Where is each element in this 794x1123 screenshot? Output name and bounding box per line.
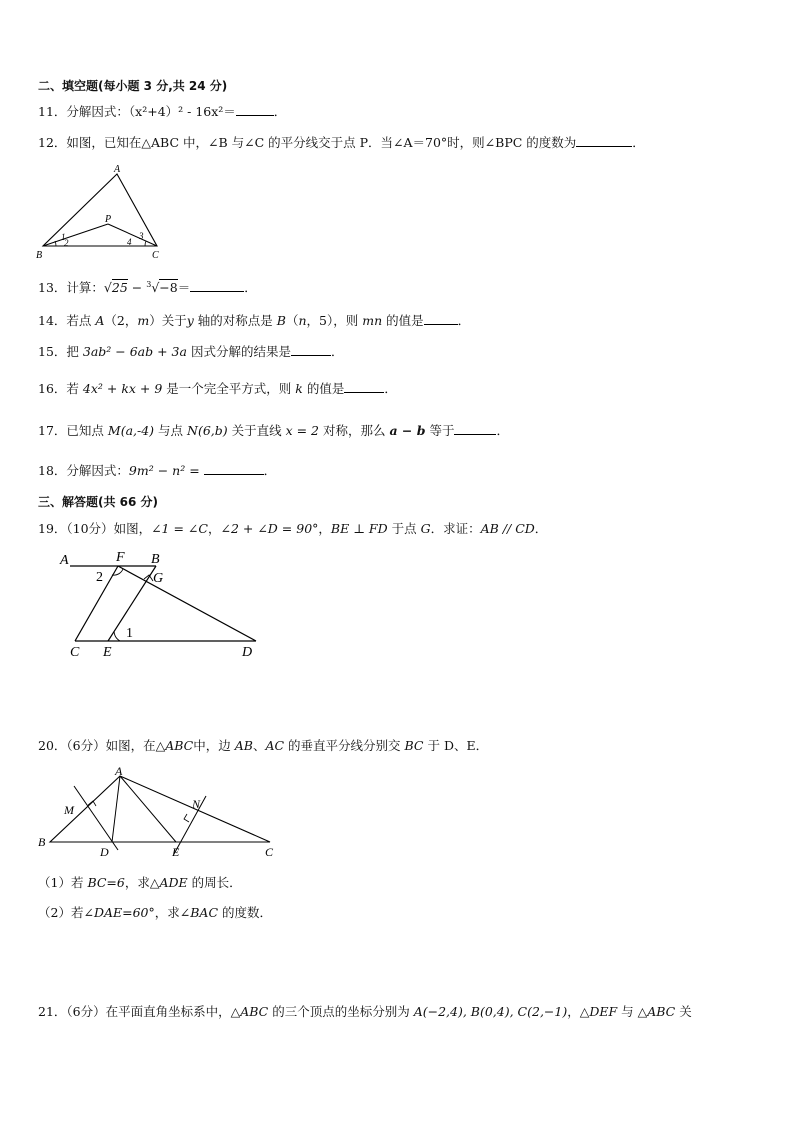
question-text: 分解因式：（x²+4）² - 16x²＝ [66, 104, 236, 119]
question-number: 13． [38, 280, 67, 296]
text: 于点 [387, 521, 421, 536]
triangle-ade: △ADE [149, 875, 188, 890]
triangle-abc: △ABC [637, 1004, 676, 1019]
label-N: N [192, 797, 201, 811]
var-n: n [298, 313, 307, 328]
question-number: 12． [38, 135, 67, 150]
expression-a-minus-b: a − b [389, 423, 426, 438]
question-20-part-2 [38, 905, 272, 921]
point-M: M(a,-4) [107, 423, 155, 438]
point-N: N(6,b) [187, 423, 228, 438]
question-14 [38, 313, 470, 329]
segment-AC: AC [265, 738, 285, 753]
question-13 [38, 277, 257, 296]
label-B: B [151, 552, 160, 567]
segment-BC: BC [404, 738, 424, 753]
equals-sign: ＝ [177, 280, 191, 296]
question-20 [38, 738, 488, 754]
question-number: 20． [38, 738, 67, 753]
question-18 [38, 463, 276, 479]
triangle-def: △DEF [579, 1004, 618, 1019]
score: （10分） [66, 521, 114, 536]
segment-AB: AB [234, 738, 253, 753]
subquestion-number: （1） [38, 875, 71, 890]
period: ． [496, 423, 509, 438]
text: ，求 [124, 875, 150, 890]
question-number: 16． [38, 381, 67, 396]
question-12 [38, 135, 645, 151]
question-number: 19． [38, 521, 67, 536]
text: 的周长． [187, 875, 242, 890]
condition-3: BE ⊥ FD [330, 521, 388, 536]
label-B: B [36, 250, 43, 261]
point-G: G [420, 521, 431, 536]
line-equation: x = 2 [285, 423, 320, 438]
label-C: C [265, 845, 274, 859]
text: 是一个完全平方式，则 [162, 381, 296, 396]
question-17 [38, 423, 509, 439]
expression: 3ab² − 6ab + 3a [82, 344, 187, 359]
text: ．求证： [430, 521, 481, 536]
period: ． [384, 381, 397, 396]
question-number: 21． [38, 1004, 67, 1019]
point-D: D [443, 738, 454, 753]
subquestion-number: （2） [38, 905, 71, 920]
text: 关于直线 [227, 423, 286, 438]
question-16 [38, 381, 397, 397]
text: 的值是 [382, 313, 424, 328]
question-text: 计算： [66, 280, 104, 296]
text: 等于 [425, 423, 455, 438]
cube-root-index: 3 [146, 280, 152, 289]
question-number: 14． [38, 313, 67, 328]
section-answer-title: 三、解答题(共 66 分) [38, 495, 159, 509]
text: ，5），则 [306, 313, 363, 328]
text: 中，边 [193, 738, 235, 753]
answer-blank [291, 344, 331, 356]
question-11 [38, 104, 286, 120]
text: 关 [675, 1004, 692, 1019]
answer-blank [344, 381, 384, 393]
text: 已知点 [66, 423, 108, 438]
expression: 9m² − n² = [128, 463, 200, 478]
text: ， [318, 521, 331, 536]
label-A: A [60, 553, 69, 568]
question-19 [38, 521, 547, 537]
triangle-abc: △ABC [230, 1004, 269, 1019]
question-15 [38, 344, 343, 360]
question-number: 11． [38, 104, 67, 119]
label-F: F [116, 550, 125, 565]
condition: BC=6 [87, 875, 125, 890]
text: ，求 [154, 905, 180, 920]
text: 如图，在 [105, 738, 156, 753]
text: ， [567, 1004, 580, 1019]
text: 分解因式： [66, 463, 129, 478]
answer-blank [454, 423, 496, 435]
text: ， [207, 521, 221, 536]
text: 若 [70, 905, 84, 920]
radicand-1: 25 [111, 280, 128, 296]
answer-blank [576, 135, 632, 147]
label-E: E [172, 845, 180, 859]
text: 的三个顶点的坐标分别为 [268, 1004, 414, 1019]
text: 如图， [113, 521, 152, 536]
question-21 [38, 1004, 692, 1020]
text: 因式分解的结果是 [186, 344, 291, 359]
text: 若 [66, 381, 83, 396]
var-y: y [186, 313, 194, 328]
label-A: A [115, 764, 123, 778]
answer-blank [204, 463, 264, 475]
label-B: B [38, 835, 46, 849]
question-number: 18． [38, 463, 67, 478]
condition: ∠DAE=60° [83, 905, 155, 920]
text: 对称，那么 [319, 423, 390, 438]
var-m: m [137, 313, 150, 328]
answer-blank [236, 104, 274, 116]
text: 的度数． [218, 905, 273, 920]
var-mn: mn [362, 313, 383, 328]
text: 的值是 [302, 381, 345, 396]
triangle-abc: △ABC [155, 738, 194, 753]
label-C: C [152, 250, 159, 261]
label-A: A [114, 164, 121, 175]
minus-sign: − [127, 280, 147, 296]
point-E: E [466, 738, 476, 753]
root-symbol: √ [151, 280, 160, 296]
score: （6分） [66, 1004, 106, 1019]
answer-blank [190, 280, 244, 292]
text: 若 [70, 875, 88, 890]
text: 在平面直角坐标系中， [105, 1004, 231, 1019]
label-angle-1: 1 [126, 626, 133, 641]
score: （6分） [66, 738, 106, 753]
period: ． [632, 135, 645, 150]
answer-blank [424, 313, 458, 325]
label-G: G [153, 571, 164, 586]
text: 、 [252, 738, 266, 753]
label-E: E [103, 645, 112, 660]
text: （2， [104, 313, 138, 328]
label-D: D [242, 645, 253, 660]
text: 轴的对称点是 [193, 313, 277, 328]
period: ． [273, 104, 287, 119]
text: 于 [423, 738, 444, 753]
label-angle-2: 2 [96, 570, 103, 585]
radicand-2: −8 [159, 280, 178, 296]
period: ． [534, 521, 548, 536]
condition-1: ∠1 = ∠C [151, 521, 208, 536]
period: ． [457, 313, 471, 328]
angle-bac: ∠BAC [179, 905, 219, 920]
question-20-part-1 [38, 875, 242, 891]
text: ）关于 [149, 313, 187, 328]
label-C: C [70, 645, 80, 660]
vertex-coordinates: A(−2,4), B(0,4), C(2,−1) [413, 1004, 568, 1019]
var-k: k [295, 381, 303, 396]
label-angle-3: 3 [139, 231, 144, 241]
section-fill-title: 二、填空题(每小题 3 分,共 24 分) [38, 79, 228, 93]
text: 的垂直平分线分别交 [284, 738, 405, 753]
figure-parallel-lines [56, 545, 266, 660]
question-number: 15． [38, 344, 67, 359]
text: 若点 [66, 313, 96, 328]
sqrt-symbol: √ [103, 280, 112, 296]
text: 、 [453, 738, 467, 753]
figure-perpendicular-bisectors [36, 764, 281, 862]
period: ． [244, 280, 257, 296]
label-angle-1: 1 [61, 232, 66, 242]
text: （ [285, 313, 299, 328]
figure-triangle-abc-p [34, 160, 164, 262]
period: ． [330, 344, 344, 359]
label-P: P [105, 214, 112, 225]
goal-statement: AB // CD [480, 521, 535, 536]
var-A: A [95, 313, 105, 328]
label-D: D [100, 845, 109, 859]
period: ． [263, 463, 277, 478]
condition-2: ∠2 + ∠D = 90° [220, 521, 319, 536]
question-text: 如图，已知在△ABC 中，∠B 与∠C 的平分线交于点 P．当∠A＝70°时，则∠BPC 的度数为 [66, 135, 577, 150]
var-B: B [276, 313, 286, 328]
text: 把 [66, 344, 83, 359]
label-angle-2: 2 [64, 238, 69, 248]
text: 与 [617, 1004, 638, 1019]
period: ． [475, 738, 489, 753]
question-number: 17． [38, 423, 67, 438]
text: 与点 [154, 423, 187, 438]
label-angle-4: 4 [127, 237, 132, 247]
label-M: M [64, 803, 74, 817]
expression: 4x² + kx + 9 [82, 381, 163, 396]
